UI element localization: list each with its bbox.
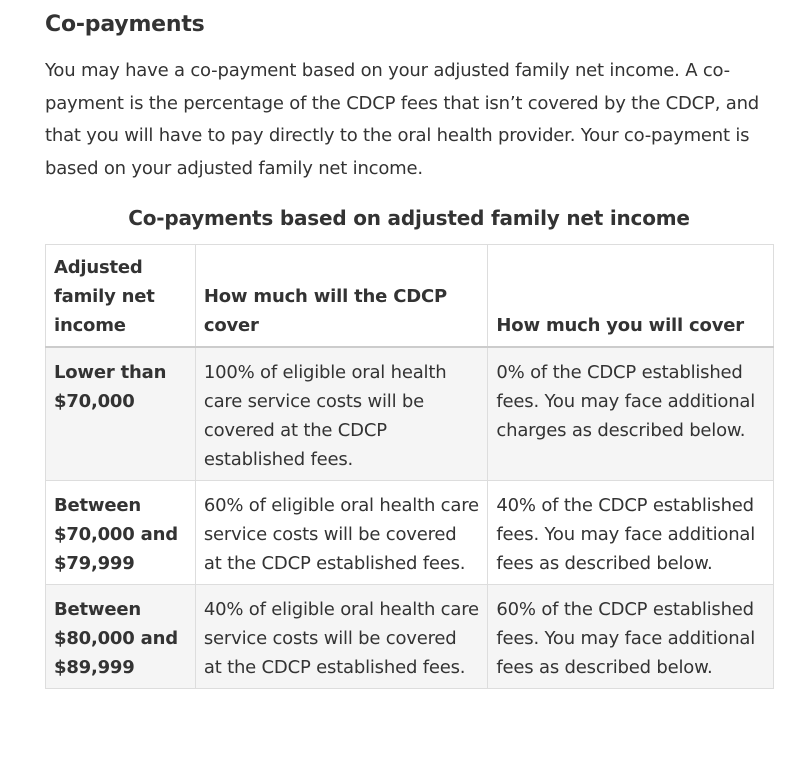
row-cdcp-cover: 40% of eligible oral health care service costs will be covered at the CDCP established fees.	[195, 585, 488, 689]
header-you-cover: How much you will cover	[488, 245, 774, 348]
table-row	[46, 481, 774, 585]
table-row	[46, 347, 774, 481]
copayment-table	[45, 244, 774, 689]
row-income: Lower than $70,000	[46, 347, 196, 481]
row-cdcp-cover: 60% of eligible oral health care service costs will be covered at the CDCP established fees.	[195, 481, 488, 585]
table-row	[46, 585, 774, 689]
header-income: Adjusted family net income	[46, 245, 196, 348]
row-income: Between $70,000 and $79,999	[46, 481, 196, 585]
table-header-row	[46, 245, 774, 348]
intro-paragraph: You may have a co-payment based on your adjusted family net income. A co-payment is the percentage of the CDCP fees that isn’t covered by the CDCP, and that you will have to pay directly to the oral health provider. Your co-payment is based on your adjusted family net income.	[45, 60, 759, 179]
header-cdcp-cover: How much will the CDCP cover	[195, 245, 488, 348]
row-income: Between $80,000 and $89,999	[46, 585, 196, 689]
row-cdcp-cover: 100% of eligible oral health care service costs will be covered at the CDCP established fees.	[195, 347, 488, 481]
table-caption: Co-payments based on adjusted family net income	[128, 206, 690, 230]
section-title: Co-payments	[45, 12, 205, 37]
row-you-cover: 0% of the CDCP established fees. You may face additional charges as described below.	[488, 347, 774, 481]
row-you-cover: 40% of the CDCP established fees. You may face additional fees as described below.	[488, 481, 774, 585]
row-you-cover: 60% of the CDCP established fees. You may face additional fees as described below.	[488, 585, 774, 689]
